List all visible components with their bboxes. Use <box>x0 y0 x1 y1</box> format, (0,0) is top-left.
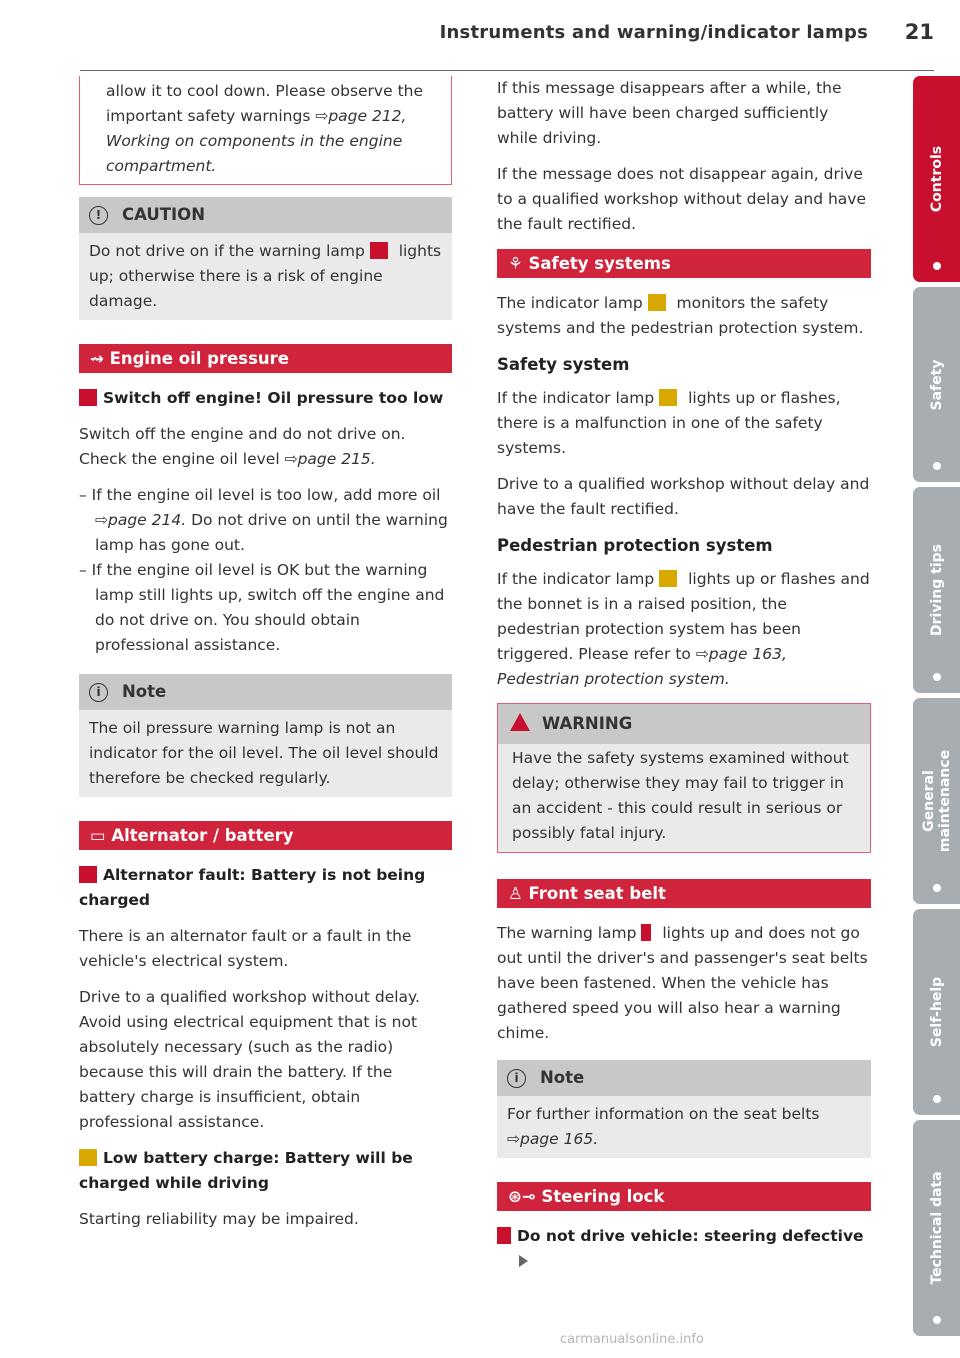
page-215-link[interactable]: ⇨page 215. <box>284 450 376 468</box>
safety-p1-a: The indicator lamp <box>497 294 648 312</box>
watermark: carmanualsonline.info <box>560 1332 704 1347</box>
battery-red-lamp-icon <box>79 866 97 883</box>
warning-triangle-icon <box>510 713 530 731</box>
info-icon: i <box>507 1069 526 1088</box>
safety-paragraph-3: Drive to a qualified workshop without delay and have the fault rectified. <box>497 475 870 518</box>
warning-title: WARNING <box>542 714 633 733</box>
left-column <box>79 76 452 1243</box>
oil-paragraph <box>79 422 452 472</box>
tab-dot-icon <box>933 262 941 270</box>
oil-pressure-lamp-icon <box>79 389 97 406</box>
continue-arrow-icon[interactable] <box>519 1255 528 1267</box>
safety-paragraph-4 <box>497 567 871 692</box>
tab-driving-tips-label: Driving tips <box>928 544 945 636</box>
seatbelt-paragraph <box>497 921 871 1046</box>
tab-general-maintenance-label: General maintenance <box>920 749 953 853</box>
tab-technical-data-label: Technical data <box>928 1171 945 1285</box>
note2-text: For further information on the seat belts <box>507 1105 820 1123</box>
section-title: Instruments and warning/indicator lamps <box>439 22 868 43</box>
page-214-link[interactable]: ⇨page 214. <box>95 511 187 529</box>
page-163-link[interactable]: ⇨page 163, Pedestrian protection system. <box>497 645 787 688</box>
safety-paragraph-1 <box>497 291 871 341</box>
tab-dot-icon <box>933 1095 941 1103</box>
oil-subheading-text: Switch off engine! Oil pressure too low <box>103 389 444 407</box>
info-icon: i <box>89 683 108 702</box>
battery-paragraph-2: If the message does not disappear again, drive to a qualified workshop without delay and have the fault rectified. <box>497 165 867 233</box>
oil-li1-text-2: Do not drive on until the warning lamp has gone out. <box>95 511 448 554</box>
seatbelt-p1-b: lights up and does not go out until the driver's and passenger's seat belts have been fastened. When the vehicle has gathered speed you will also hear a warning chime. <box>497 924 868 1042</box>
alt-sub2-text: Low battery charge: Battery will be charged while driving <box>79 1149 413 1192</box>
oil-list-item-2: – If the engine oil level is OK but the warning lamp still lights up, switch off the engine and do not drive on. You should obtain professional assistance. <box>79 561 445 654</box>
alternator-paragraph-1: There is an alternator fault or a fault in the vehicle's electrical system. <box>79 927 412 970</box>
safety-lamp-icon <box>648 294 666 311</box>
tab-dot-icon <box>933 462 941 470</box>
caution-icon: ! <box>89 206 108 225</box>
caution-title: CAUTION <box>122 205 205 224</box>
safety-system-subheading: Safety system <box>497 355 630 374</box>
right-column <box>497 76 871 1285</box>
oil-li1-text: – If the engine oil level is too low, add more oil <box>79 486 441 504</box>
tab-dot-icon <box>933 884 941 892</box>
tab-self-help[interactable] <box>913 909 960 1115</box>
tab-controls-label: Controls <box>928 145 945 213</box>
alternator-paragraph-2: Drive to a qualified workshop without delay. Avoid using electrical equipment that is not absolutely necessary (such as the radio) because this will drain the battery. If the battery charge is insufficient, obtain professional assistance. <box>79 988 420 1131</box>
alternator-paragraph-3: Starting reliability may be impaired. <box>79 1210 359 1228</box>
safety-p1-b: monitors the safety systems and the pedestrian protection system. <box>497 294 864 337</box>
warning-continuation-box <box>79 76 452 185</box>
tab-safety[interactable] <box>913 287 960 482</box>
pedestrian-protection-subheading: Pedestrian protection system <box>497 536 773 555</box>
safety-paragraph-2 <box>497 386 871 461</box>
battery-paragraph-1: If this message disappears after a while, the battery will have been charged sufficiently while driving. <box>497 79 842 147</box>
page-header <box>80 20 934 48</box>
caution-text: Do not drive on if the warning lamp <box>89 242 370 260</box>
warning-box <box>497 703 871 853</box>
tab-self-help-label: Self-help <box>928 976 945 1048</box>
tab-controls[interactable] <box>913 76 960 282</box>
steering-lock-heading: ⊛⊸ Steering lock <box>497 1182 871 1211</box>
tab-general-maintenance[interactable] <box>913 698 960 904</box>
safety-p4-a: If the indicator lamp <box>497 570 660 588</box>
note-title: Note <box>540 1068 585 1087</box>
tab-safety-label: Safety <box>928 359 945 410</box>
safety-p4-b: lights up or flashes and the bonnet is in a raised position, the pedestrian protection system has been triggered. Please refer to <box>497 570 870 663</box>
warning-text: Have the safety systems examined without delay; otherwise they may fail to trigger in an accident - this could result in serious or possibly fatal injury. <box>498 744 870 852</box>
intro-box-text: allow it to cool down. Please observe the important safety warnings <box>106 82 424 125</box>
safety-systems-heading: ⚘ Safety systems <box>497 249 871 278</box>
alternator-subheading-2 <box>79 1146 452 1196</box>
oil-note-box <box>79 674 452 797</box>
caution-box <box>79 197 452 320</box>
oil-pressure-heading: ⇝ Engine oil pressure <box>79 344 452 373</box>
safety-p2-a: If the indicator lamp <box>497 389 660 407</box>
oil-subheading <box>79 386 452 411</box>
seatbelt-lamp-icon <box>641 924 651 941</box>
alternator-subheading-1 <box>79 863 452 913</box>
header-rule <box>80 70 934 71</box>
battery-yellow-lamp-icon <box>79 1149 97 1166</box>
seatbelt-note-box <box>497 1060 871 1158</box>
oil-p1-text: Switch off the engine and do not drive on. Check the engine oil level <box>79 425 406 468</box>
steering-sub-text: Do not drive vehicle: steering defective <box>517 1227 864 1245</box>
steering-lamp-icon <box>497 1227 511 1244</box>
alternator-heading: ▭ Alternator / battery <box>79 821 452 850</box>
safety-lamp-icon <box>659 389 677 406</box>
page-212-link[interactable]: ⇨page 212, Working on components in the engine compartment. <box>106 107 407 175</box>
alt-sub1-text: Alternator fault: Battery is not being charged <box>79 866 426 909</box>
safety-lamp-icon <box>659 570 677 587</box>
red-warning-lamp-icon <box>370 242 388 259</box>
caution-text-2: lights up; otherwise there is a risk of engine damage. <box>89 242 442 310</box>
safety-p2-b: lights up or flashes, there is a malfunction in one of the safety systems. <box>497 389 841 457</box>
seatbelt-p1-a: The warning lamp <box>497 924 642 942</box>
page-165-link[interactable]: ⇨page 165. <box>507 1130 599 1148</box>
steering-subheading <box>497 1224 871 1274</box>
oil-list-item-1 <box>79 483 452 558</box>
tab-dot-icon <box>933 673 941 681</box>
tab-technical-data[interactable] <box>913 1120 960 1336</box>
oil-note-text: The oil pressure warning lamp is not an indicator for the oil level. The oil level should therefore be checked regularly. <box>89 719 439 787</box>
front-seat-belt-heading: ♙ Front seat belt <box>497 879 871 908</box>
note-title: Note <box>122 682 167 701</box>
tab-dot-icon <box>933 1316 941 1324</box>
tab-driving-tips[interactable] <box>913 487 960 693</box>
page-number: 21 <box>904 20 934 44</box>
